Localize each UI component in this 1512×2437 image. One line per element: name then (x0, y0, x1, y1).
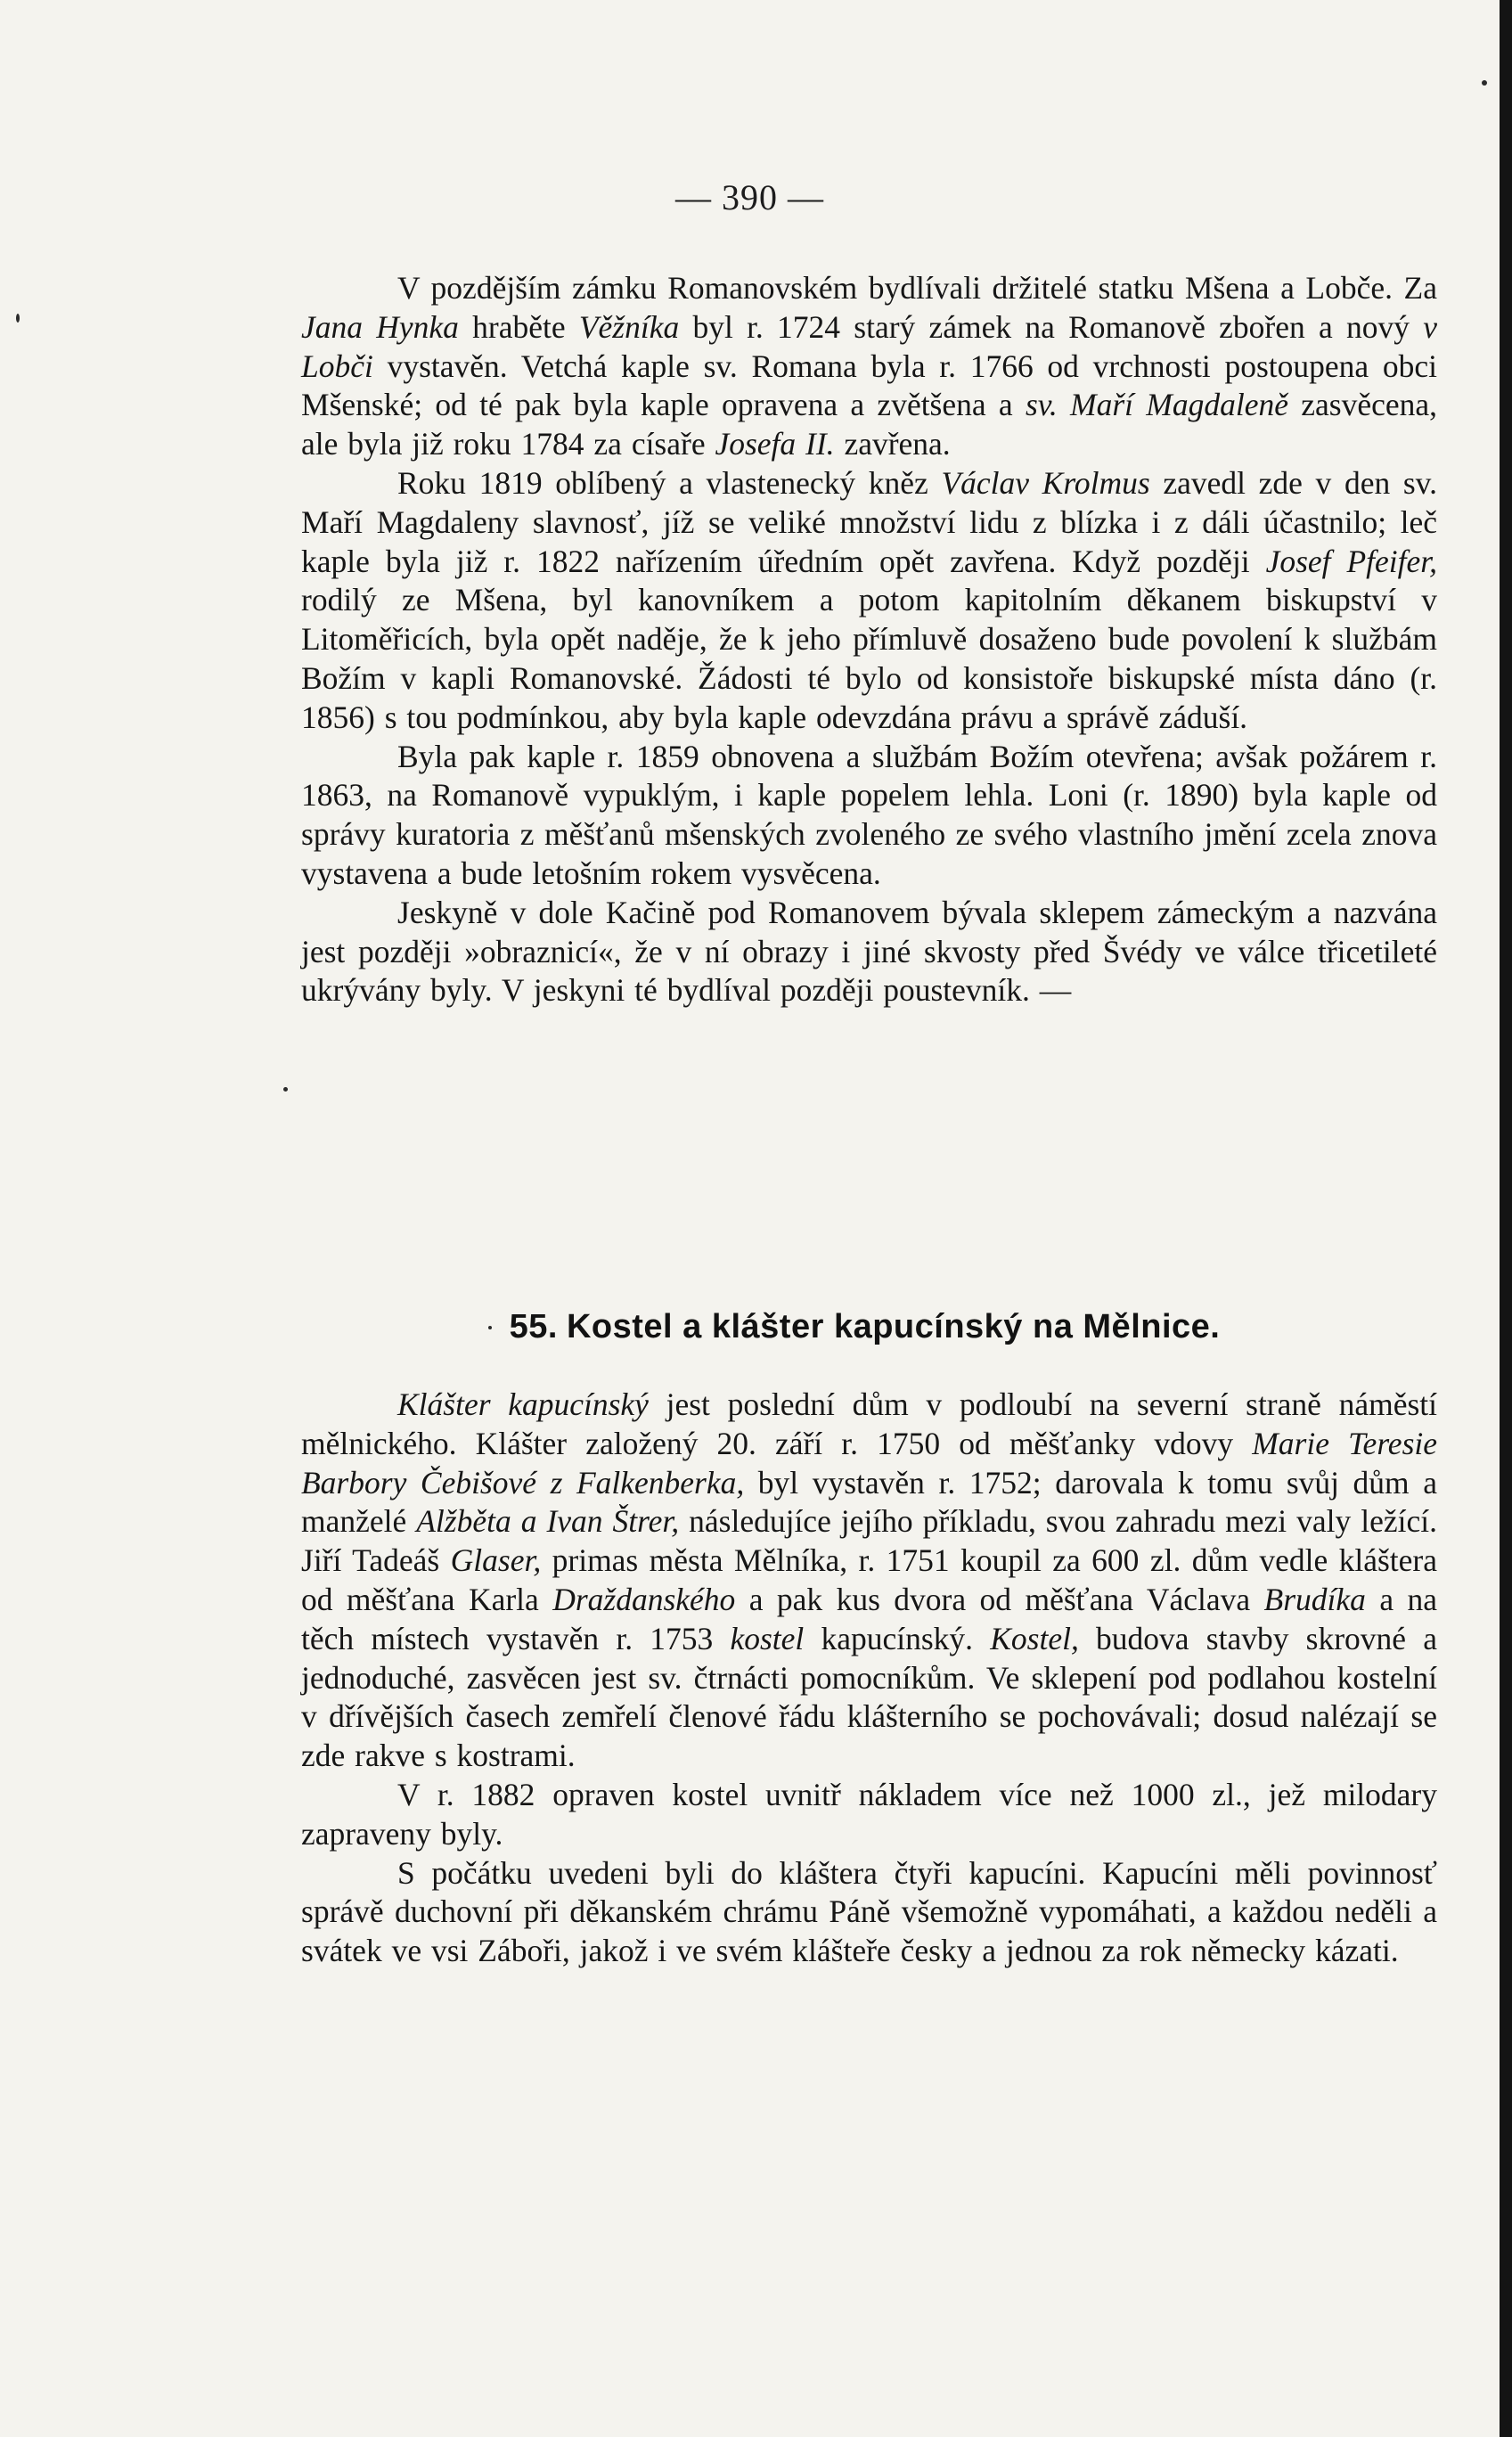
text-run: zavřena. (834, 426, 951, 462)
text-run: V r. 1882 opraven kostel uvnitř nákladem více než 1000 zl., jež milodary zapraveny byly. (301, 1776, 1437, 1852)
italic-text-run: Václav Krolmus (941, 464, 1150, 501)
paragraph (301, 1854, 1437, 1971)
text-run: a pak kus dvora od měšťana Václava (735, 1581, 1264, 1617)
italic-text-run: sv. Maří Magdaleně (1025, 387, 1288, 423)
paragraph (301, 464, 1437, 738)
page-number: — 390 — (675, 177, 824, 217)
italic-text-run: Josef Pfeifer, (1265, 543, 1437, 579)
text-run: budova stavby skrovné a jednoduché, zasvěcen jest sv. čtrnácti pomocníkům. Ve sklepení pod podlahou kostelní v dřívějších časech zemřelí členové řádu klášterního se pochovávali; dosud nalézají se zde rakve s kostrami. (301, 1620, 1437, 1774)
paragraph (301, 738, 1437, 894)
text-run: jest poslední dům v podloubí na severní straně náměstí mělnického. Klášter založený 20. září r. 1750 od měšťanky vdovy (301, 1386, 1437, 1461)
italic-text-run: Kostel, (990, 1620, 1079, 1656)
text-run: následujíce jejího příkladu, svou zahradu mezi valy ležící. Jiří Tadeáš (301, 1503, 1437, 1579)
text-run: hraběte (458, 308, 579, 345)
dust-speck (16, 314, 20, 323)
section-heading (301, 1308, 1437, 1346)
italic-text-run: Jana Hynka (301, 308, 459, 345)
text-run: Roku 1819 oblíbený a vlastenecký kněz (397, 464, 942, 501)
italic-text-run: v Lobči (301, 308, 1437, 384)
italic-text-run: Josefa II. (715, 426, 835, 462)
italic-text-run: kostel (730, 1620, 805, 1656)
paragraph (301, 1776, 1437, 1854)
section-number: 55. (509, 1308, 558, 1345)
italic-text-run: Glaser, (450, 1542, 542, 1579)
text-run: a na těch místech vystavěn r. 1753 (301, 1581, 1437, 1656)
paragraph (301, 1386, 1437, 1776)
dust-speck (1482, 80, 1487, 86)
italic-text-run: Klášter kapucínský (397, 1386, 649, 1422)
italic-text-run: Draždanského (552, 1581, 736, 1617)
text-run: Byla pak kaple r. 1859 obnovena a službám Božím otevřena; avšak požárem r. 1863, na Romanově vypuklým, i kaple popelem lehla. Loni (r. 1890) byla kaple od správy kuratoria z měšťanů mšenských zvoleného ze svého vlastního jmění zcela znova vystavena a bude letošním rokem vysvěcena. (301, 738, 1437, 891)
paragraph (301, 269, 1437, 464)
text-run: byl r. 1724 starý zámek na Romanově zbořen a nový (679, 308, 1424, 345)
section-one-text (301, 269, 1437, 1010)
text-run: Jeskyně v dole Kačině pod Romanovem bývala sklepem zámeckým a nazvána jest později »obraznicí«, že v ní obrazy i jiné skvosty před Švédy ve válce třicetileté ukrývány byly. V jeskyni té bydlíval později poustevník. — (301, 894, 1437, 1009)
text-run: vystavěn. Vetchá kaple sv. Romana byla r. 1766 od vrchnosti postoupena obci Mšenské; od té pak byla kaple opravena a zvětšena a (301, 348, 1437, 423)
italic-text-run: Marie Teresie Barbory Čebišové z Falkenberka, (301, 1425, 1438, 1501)
dust-speck (488, 1326, 492, 1329)
text-run: zasvěcena, ale byla již roku 1784 za císaře (301, 387, 1437, 462)
page-edge-shadow (1500, 0, 1512, 2437)
text-run: zavedl zde v den sv. Maří Magdaleny slavnosť, jíž se veliké množství lidu z blízka i z dáli účastnilo; leč kaple byla již r. 1822 nařízením úředním opět zavřena. Když později (301, 464, 1437, 579)
text-run: rodilý ze Mšena, byl kanovníkem a potom kapitolním děkanem biskupství v Litoměřicích, byla opět naděje, že k jeho přímluvě dosaženo bude povolení k službám Božím v kapli Romanovské. Žádosti té bylo od konsistoře biskupské místa dáno (r. 1856) s tou podmínkou, aby byla kaple odevzdána právu a správě záduší. (301, 582, 1437, 735)
text-run: primas města Mělníka, r. 1751 koupil za 600 zl. dům vedle kláštera od měšťana Karla (301, 1542, 1438, 1617)
dust-speck (283, 1087, 288, 1092)
text-run: kapucínský. (804, 1620, 991, 1656)
text-run: V pozdějším zámku Romanovském bydlívali držitelé statku Mšena a Lobče. Za (397, 270, 1437, 306)
paragraph (301, 894, 1437, 1010)
section-two-text (301, 1386, 1437, 1971)
text-run: byl vystavěn r. 1752; darovala k tomu svůj dům a manželé (301, 1464, 1437, 1540)
section-title: Kostel a klášter kapucínský na Mělnice. (566, 1308, 1221, 1345)
italic-text-run: Alžběta a Ivan Štrer, (416, 1503, 680, 1540)
italic-text-run: Brudíka (1263, 1581, 1366, 1617)
text-run: S počátku uvedeni byli do kláštera čtyři kapucíni. Kapucíni měli povinnosť správě duchovní při děkanském chrámu Páně všemožně vypomáhati, a každou neděli a svátek ve vsi Záboři, jakož i ve svém klášteře česky a jednou za rok německy kázati. (301, 1854, 1437, 1969)
italic-text-run: Věžníka (578, 308, 680, 345)
